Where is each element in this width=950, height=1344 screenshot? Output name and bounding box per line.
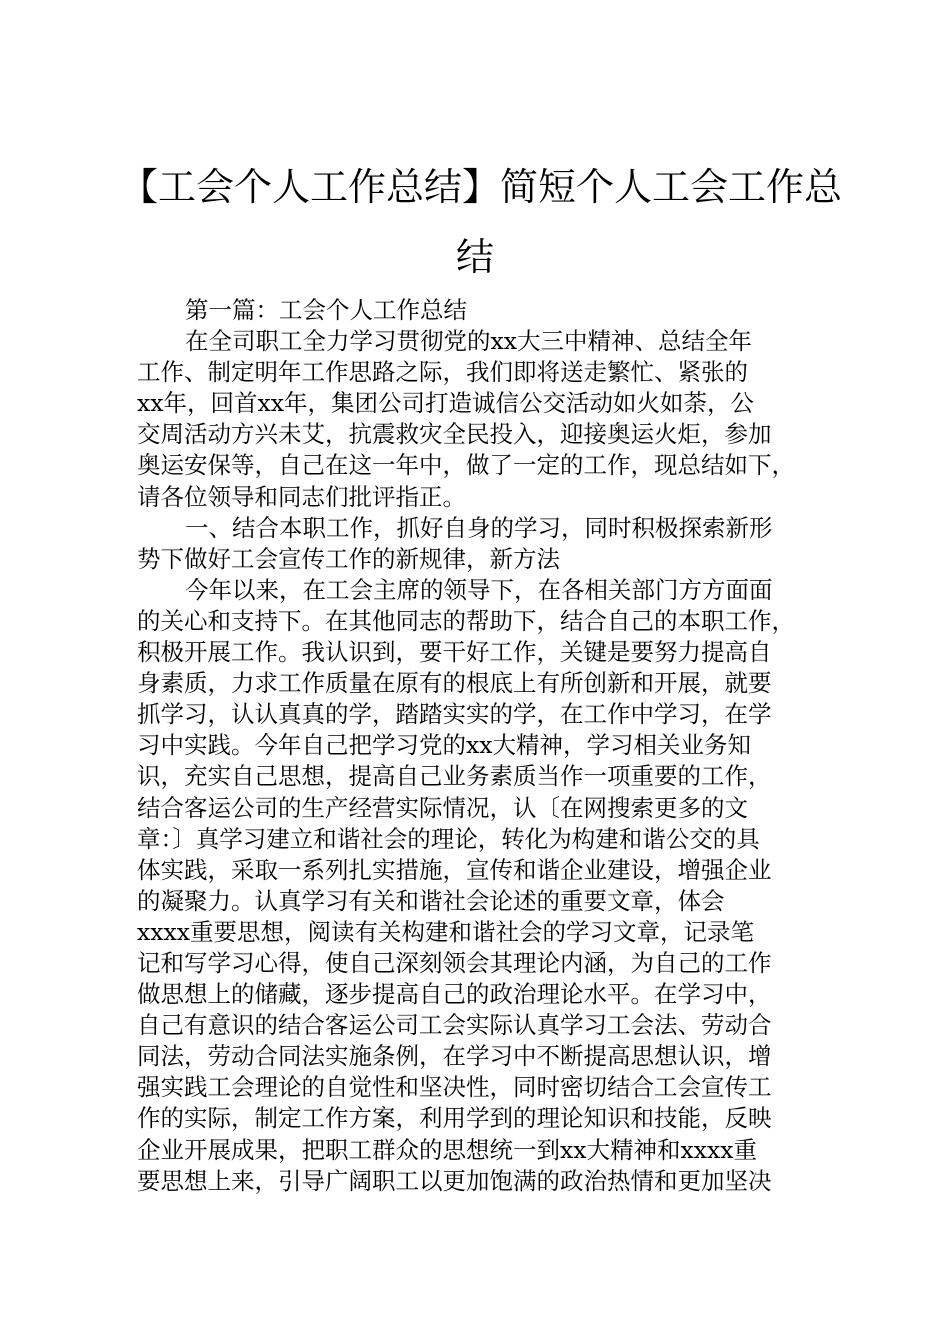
body-line: 企业开展成果，把职工群众的思想统一到xx大精神和xxxx重 [137,1135,758,1164]
document-title [120,152,843,292]
body-line: 积极开展工作。我认识到，要干好工作，关键是要努力提高自 [137,638,772,667]
body-line: 今年以来，在工会主席的领导下，在各相关部门方方面面 [185,575,773,604]
body-line: 自己有意识的结合客运公司工会实际认真学习工会法、劳动合 [137,1011,772,1040]
body-line: 记和写学习心得，使自己深刻领会其理论内涵，为自己的工作 [137,948,772,977]
body-line: 强实践工会理论的自觉性和坚决性，同时密切结合工会宣传工 [137,1073,772,1102]
body-line: 交周活动方兴未艾，抗震救灾全民投入，迎接奥运火炬，参加 [137,420,772,449]
body-line: 的凝聚力。认真学习有关和谐社会论述的重要文章，体会 [137,886,725,915]
body-line: 在全司职工全力学习贯彻党的xx大三中精神、总结全年 [185,327,753,356]
body-line: 奥运安保等，自己在这一年中，做了一定的工作，现总结如下， [137,451,795,480]
body-line: 一、结合本职工作，抓好自身的学习，同时积极探索新形 [185,513,773,542]
body-line: xx年，回首xx年，集团公司打造诚信公交活动如火如荼，公 [137,389,755,418]
body-line: 章：〕真学习建立和谐社会的理论，转化为构建和谐公交的具 [137,824,760,853]
body-line: 同法，劳动合同法实施条例，在学习中不断提高思想认识，增 [137,1042,772,1071]
document-body [137,295,837,1197]
body-line: 做思想上的储藏，逐步提高自己的政治理论水平。在学习中， [137,980,772,1009]
body-line: 体实践，采取一系列扎实措施，宣传和谐企业建设，增强企业 [137,855,772,884]
body-line: 结合客运公司的生产经营实际情况，认〔在网搜索更多的文 [137,793,748,822]
body-line: 请各位领导和同志们批评指正。 [137,482,466,511]
body-line: 习中实践。今年自己把学习党的xx大精神，学习相关业务知 [137,731,752,760]
body-line: 的关心和支持下。在其他同志的帮助下，结合自己的本职工作， [137,606,795,635]
body-line: 身素质，力求工作质量在原有的根底上有所创新和开展，就要 [137,669,772,698]
body-line: 作的实际，制定工作方案，利用学到的理论知识和技能，反映 [137,1104,772,1133]
body-line: 第一篇：工会个人工作总结 [185,296,467,324]
body-line: 抓学习，认认真真的学，踏踏实实的学，在工作中学习，在学 [137,700,772,729]
body-line: xxxx重要思想，阅读有关构建和谐社会的学习文章，记录笔 [137,917,755,946]
body-line: 工作、制定明年工作思路之际，我们即将送走繁忙、紧张的 [137,358,748,387]
title-line-2: 结 [455,235,494,279]
body-line: 势下做好工会宣传工作的新规律，新方法 [137,544,560,573]
body-line: 要思想上来，引导广阔职工以更加饱满的政治热情和更加坚决 [137,1166,772,1195]
title-line-1: 【工会个人工作总结】简短个人工会工作总 [120,165,843,209]
body-line: 识，充实自己思想，提高自己业务素质当作一项重要的工作， [137,762,772,791]
